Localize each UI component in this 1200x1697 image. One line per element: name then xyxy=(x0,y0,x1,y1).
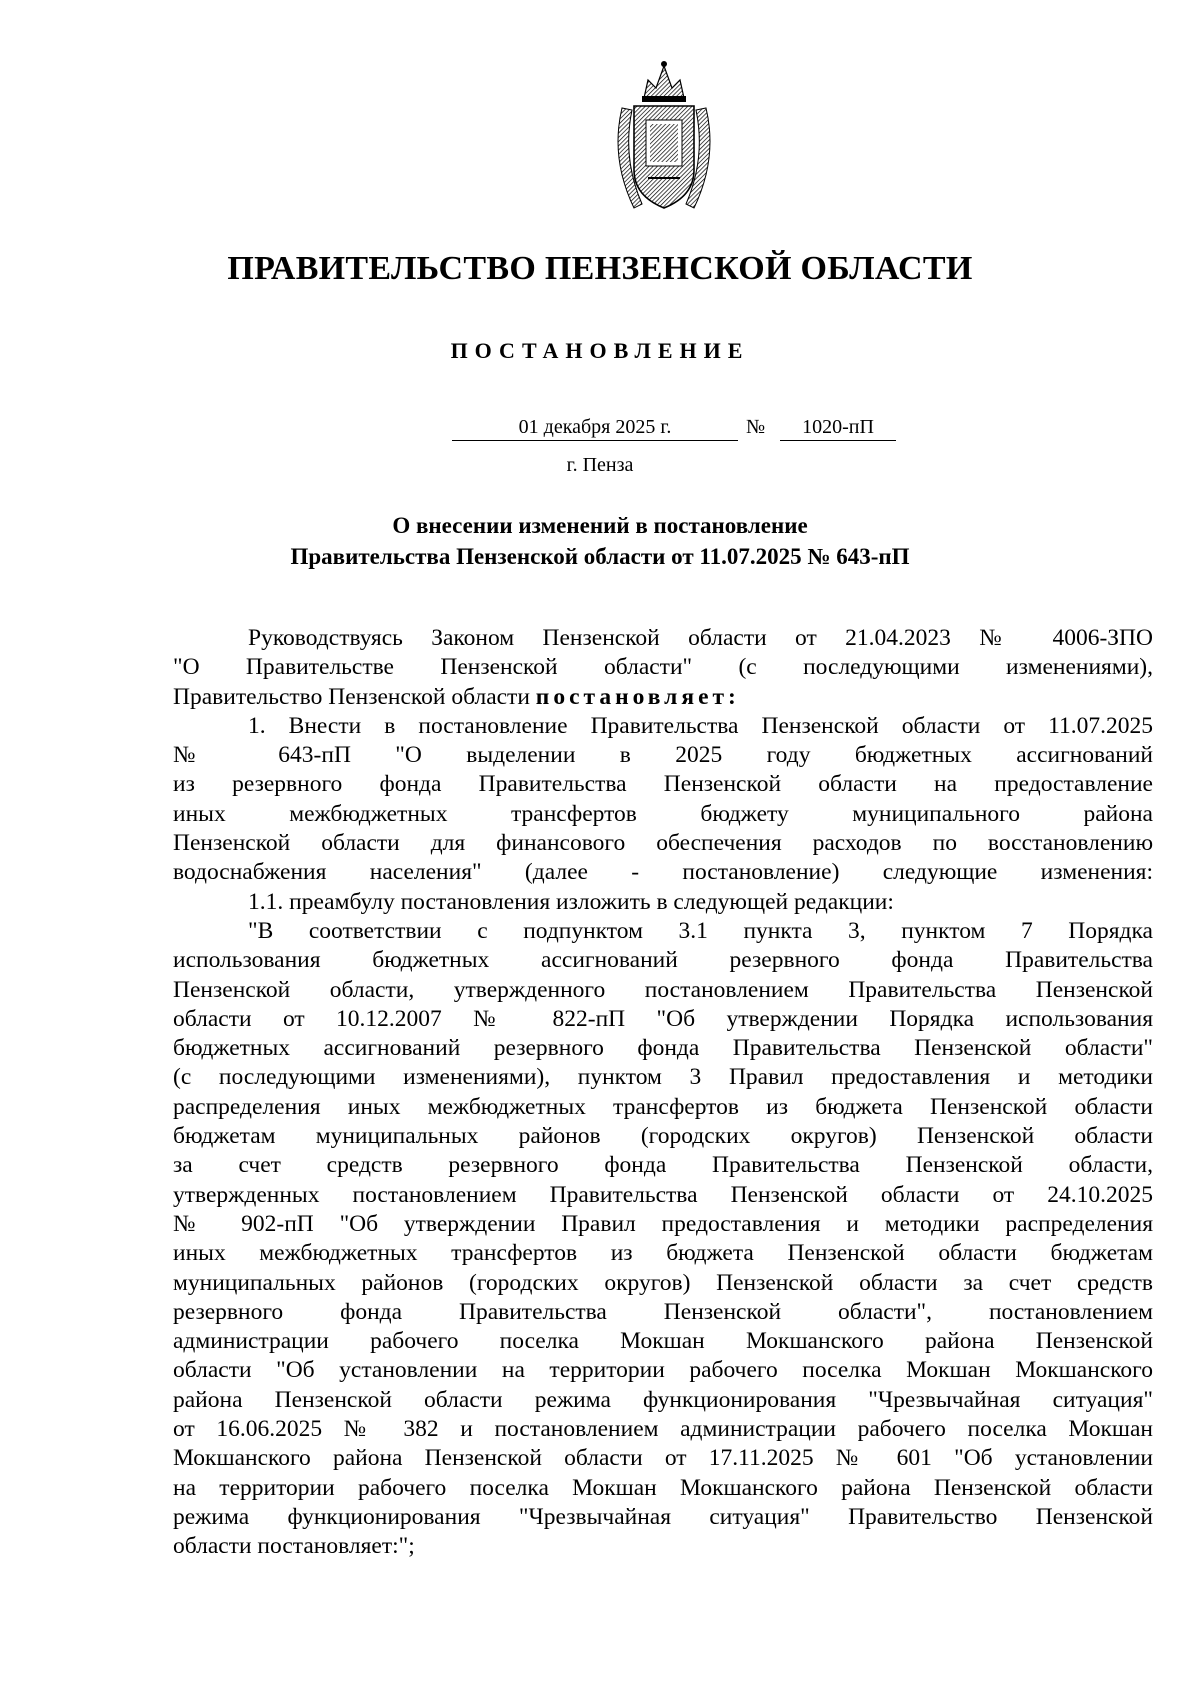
body-line: № 643-пП "О выделении в 2025 году бюджетных ассигнований xyxy=(173,742,1153,769)
body-line: администрации рабочего поселка Мокшан Мокшанского района Пензенской xyxy=(173,1328,1153,1355)
document-number: 1020-пП xyxy=(780,414,896,441)
body-line: за счет средств резервного фонда Правительства Пензенской области, xyxy=(173,1152,1153,1179)
body-line: водоснабжения населения" (далее - постановление) следующие изменения: xyxy=(173,859,1153,886)
body-line: области постановляет:"; xyxy=(173,1533,415,1560)
body-line: 1. Внести в постановление Правительства Пензенской области от 11.07.2025 xyxy=(248,712,1153,739)
body-line: на территории рабочего поселка Мокшан Мокшанского района Пензенской области xyxy=(173,1474,1153,1501)
body-text: Правительство Пензенской области xyxy=(173,683,536,710)
body-line: режима функционирования "Чрезвычайная ситуация" Правительство Пензенской xyxy=(173,1503,1153,1530)
body-line: области от 10.12.2007 № 822-пП "Об утверждении Порядка использования xyxy=(173,1005,1153,1032)
body-line: 1.1. преамбулу постановления изложить в следующей редакции: xyxy=(248,888,894,915)
number-sign: № xyxy=(746,416,766,438)
body-line: (с последующими изменениями), пунктом 3 Правил предоставления и методики xyxy=(173,1064,1153,1091)
body-line: Пензенской области, утвержденного постановлением Правительства Пензенской xyxy=(173,976,1153,1003)
decree-keyword: постановляет: xyxy=(535,683,740,710)
subject-line: Правительства Пензенской области от 11.07.2025 № 643-пП xyxy=(290,544,910,569)
body-line: "О Правительстве Пензенской области" (с последующими изменениями), xyxy=(173,654,1153,681)
body-line xyxy=(173,683,1153,712)
body-line: района Пензенской области режима функционирования "Чрезвычайная ситуация" xyxy=(173,1386,1153,1413)
body-line: Мокшанского района Пензенской области от 17.11.2025 № 601 "Об установлении xyxy=(173,1445,1153,1472)
body-line: № 902-пП "Об утверждении Правил предоставления и методики распределения xyxy=(173,1210,1153,1237)
body-line: "В соответствии с подпунктом 3.1 пункта 3, пунктом 7 Порядка xyxy=(248,917,1153,944)
body-line: от 16.06.2025 № 382 и постановлением администрации рабочего поселка Мокшан xyxy=(173,1416,1153,1443)
document-body xyxy=(173,624,1153,1562)
body-line: распределения иных межбюджетных трансфертов из бюджета Пензенской области xyxy=(173,1093,1153,1120)
body-line: иных межбюджетных трансфертов бюджету муниципального района xyxy=(173,800,1153,827)
organization-title: ПРАВИТЕЛЬСТВО ПЕНЗЕНСКОЙ ОБЛАСТИ xyxy=(227,250,973,287)
document-type: ПОСТАНОВЛЕНИЕ xyxy=(450,338,750,363)
body-line: Пензенской области для финансового обеспечения расходов по восстановлению xyxy=(173,830,1153,857)
body-line: области "Об установлении на территории рабочего поселка Мокшан Мокшанского xyxy=(173,1357,1153,1384)
body-line: муниципальных районов (городских округов) Пензенской области за счет средств xyxy=(173,1269,1153,1296)
city: г. Пенза xyxy=(566,454,634,476)
body-line: Руководствуясь Законом Пензенской области от 21.04.2023 № 4006-ЗПО xyxy=(248,625,1153,651)
subject-line: О внесении изменений в постановление xyxy=(392,513,808,538)
body-line: бюджетных ассигнований резервного фонда Правительства Пензенской области" xyxy=(173,1035,1153,1062)
body-line: резервного фонда Правительства Пензенской области", постановлением xyxy=(173,1298,1153,1325)
date-number-line xyxy=(0,414,1200,444)
body-line: из резервного фонда Правительства Пензенской области на предоставление xyxy=(173,771,1153,798)
coat-of-arms-emblem xyxy=(604,58,724,218)
body-line: бюджетам муниципальных районов (городских округов) Пензенской области xyxy=(173,1123,1153,1150)
body-line: утвержденных постановлением Правительства Пензенской области от 24.10.2025 xyxy=(173,1181,1153,1208)
body-line: иных межбюджетных трансфертов из бюджета Пензенской области бюджетам xyxy=(173,1240,1153,1267)
body-line: использования бюджетных ассигнований резервного фонда Правительства xyxy=(173,947,1153,974)
document-subject xyxy=(0,510,1200,572)
document-date: 01 декабря 2025 г. xyxy=(452,414,738,441)
